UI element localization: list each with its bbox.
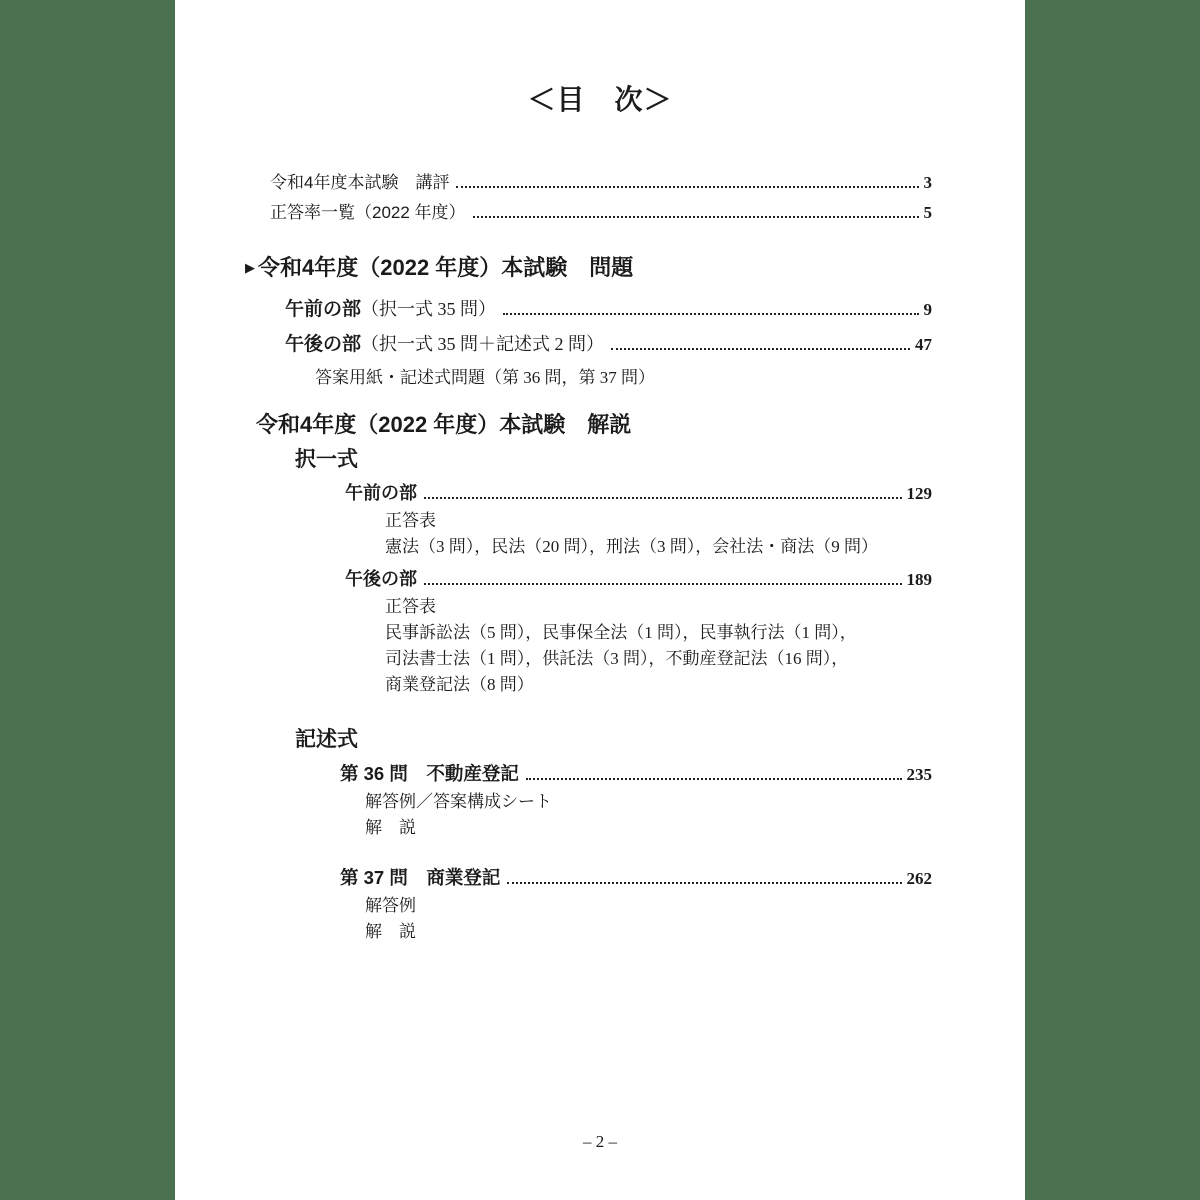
dotted-leader — [473, 216, 919, 218]
toc-entry-page: 235 — [906, 765, 932, 784]
toc-entry-detail: （択一式 35 問＋記述式 2 問） — [361, 334, 605, 354]
toc-entry-label: 令和4年度本試験 講評 — [270, 173, 450, 192]
toc-entry-label: 第 36 問 不動産登記 — [340, 763, 519, 784]
triangle-marker-icon: ▶ — [245, 260, 255, 275]
toc-sublist — [175, 789, 1025, 841]
toc-entry-page: 189 — [906, 570, 932, 589]
toc-sublist — [175, 594, 1025, 698]
toc-entry-detail: （択一式 35 問） — [361, 299, 497, 319]
toc-front-matter — [175, 168, 1025, 228]
toc-entry — [285, 292, 932, 327]
toc-subentry: 解答例 — [365, 896, 416, 915]
toc-subentry: 司法書士法（1 問），供託法（3 問），不動産登記法（16 問）， — [385, 649, 849, 668]
page-title: ＜目 次＞ — [527, 84, 673, 115]
toc-entry — [270, 168, 932, 198]
toc-entry-page: 9 — [923, 300, 932, 319]
toc-entry-label: 午後の部 — [285, 334, 362, 355]
toc-entry — [175, 565, 1025, 594]
toc-entry — [270, 198, 932, 228]
toc-page — [175, 0, 1025, 1200]
toc-entry — [285, 327, 932, 362]
subsection-header-takuitsu: 択一式 — [295, 448, 358, 471]
toc-subentry: 正答表 — [385, 597, 436, 616]
section-header-mondai — [175, 252, 1025, 284]
subsection-header-kijutsu: 記述式 — [295, 728, 358, 751]
dotted-leader — [503, 313, 918, 315]
toc-subentry: 民事訴訟法（5 問），民事保全法（1 問），民事執行法（1 問）， — [385, 623, 857, 642]
toc-entry-page: 47 — [915, 335, 932, 354]
toc-entry-page: 3 — [923, 173, 932, 192]
dotted-leader — [424, 583, 902, 585]
toc-entry — [175, 760, 1025, 789]
toc-entry-label: 正答率一覧（2022 年度） — [270, 203, 466, 222]
toc-subentry: 憲法（3 問），民法（20 問），刑法（3 問），会社法・商法（9 問） — [385, 537, 878, 556]
toc-subentry: 解答例／答案構成シート — [365, 792, 552, 811]
section-title: 令和4年度（2022 年度）本試験 問題 — [258, 255, 634, 280]
toc-sublist — [175, 508, 1025, 560]
section-title: 令和4年度（2022 年度）本試験 解説 — [256, 412, 632, 437]
toc-subentry: 解 説 — [365, 818, 416, 837]
toc-entry-label: 午前の部 — [345, 483, 417, 503]
toc-subentry: 正答表 — [385, 511, 436, 530]
toc-entry-page: 129 — [906, 484, 932, 503]
page-number: – 2 – — [583, 1132, 617, 1151]
toc-entry-label: 午後の部 — [345, 569, 417, 589]
dotted-leader — [424, 497, 902, 499]
toc-subentry: 商業登記法（8 問） — [385, 675, 534, 694]
toc-subentry: 解 説 — [365, 922, 416, 941]
toc-sublist — [175, 893, 1025, 945]
dotted-leader — [507, 882, 901, 884]
toc-entry-label: 第 37 問 商業登記 — [340, 867, 501, 888]
dotted-leader — [456, 186, 918, 188]
section-header-kaisetsu — [175, 409, 1025, 441]
toc-entry — [175, 864, 1025, 893]
mondai-rows — [175, 292, 1025, 362]
toc-entry-page: 5 — [923, 203, 932, 222]
dotted-leader — [611, 348, 910, 350]
toc-entry — [175, 479, 1025, 508]
toc-entry-label: 午前の部 — [285, 299, 362, 320]
toc-entry-page: 262 — [906, 869, 932, 888]
toc-subentry: 答案用紙・記述式問題（第 36 問，第 37 問） — [315, 368, 655, 387]
dotted-leader — [526, 778, 902, 780]
